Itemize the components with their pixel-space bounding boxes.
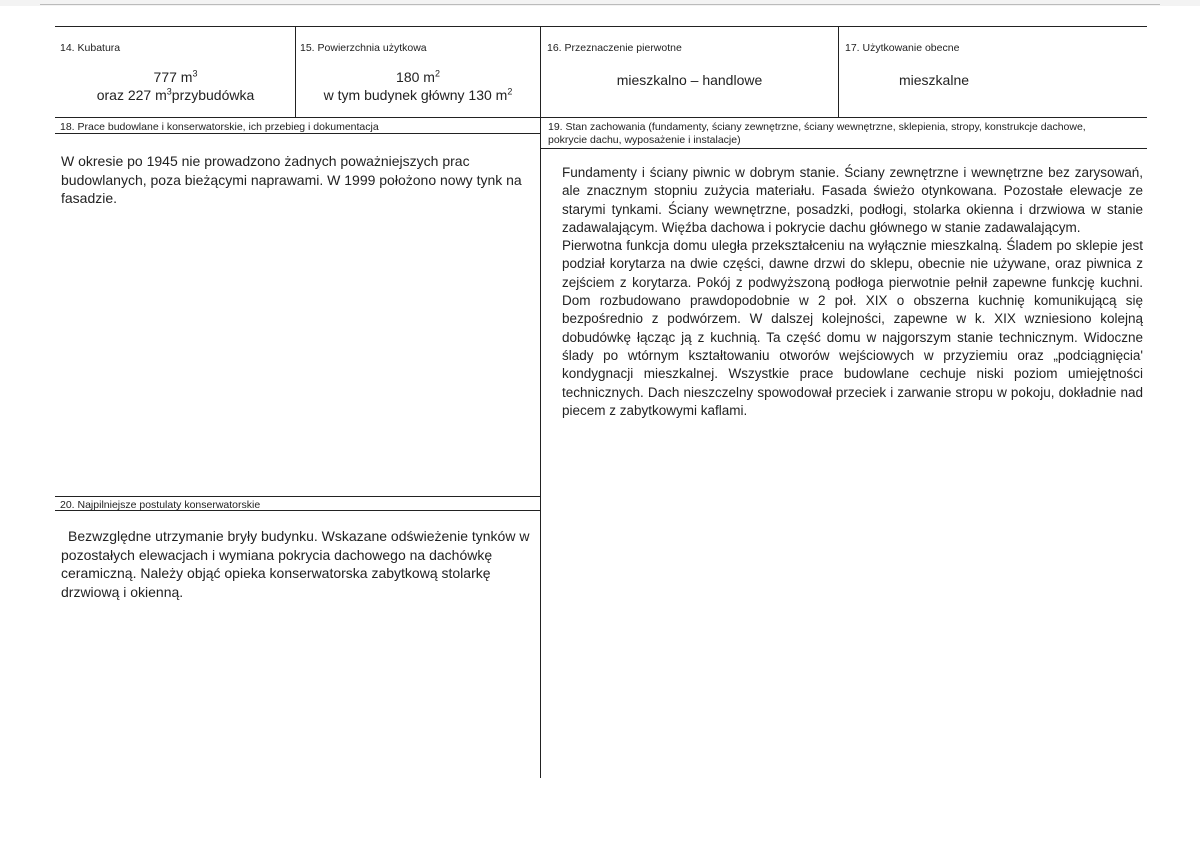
field-19-label: 19. Stan zachowania (fundamenty, ściany zewnętrzne, ściany wewnętrzne, sklepienia, stropy, konstrukcje dachowe, pokrycie dachu, wyposażenie i instalacje) <box>548 121 1086 146</box>
field-19-text <box>562 164 1143 420</box>
field-16-label: 16. Przeznaczenie pierwotne <box>547 42 682 54</box>
field-14-label: 14. Kubatura <box>60 42 121 54</box>
section18-label-border <box>55 133 540 134</box>
field-16-value: mieszkalno – handlowe <box>616 72 763 88</box>
field-14-value <box>56 68 295 104</box>
field-19-paragraph-2: Pierwotna funkcja domu uległa przekształceniu na wyłącznie mieszkalną. Śladem po sklepie jest podział korytarza na dwie części, dawne drzwi do sklepu, obecnie nie używane, oraz piwnica z zejściem z korytarza. Pokój z podwyższoną podłoga pierwotnie pełnił zapewne funkcję kuchni. Dom rozbudowano prawdopodobnie w 2 poł. XIX o obszerna kuchnię komunikującą się bezpośrednio z podwórzem. W dalszej kolejności, zapewne w k. XIX wzniesiono kolejną dobudówkę łącząc ją z kuchnią. Ta część domu w najgorszym stanie technicznym. Widoczne ślady po wtórnym kształtowaniu otworów wejściowych w przyziemiu oraz „podciągnięcia' kondygnacji mieszkalnej. Wszystkie prace budowlane cechuje niski poziom umiejętności technicznych. Dach nieszczelny spowodował przeciek i zarwanie stropu w pokoju, dokładnie nad piecem z zabytkowymi kaflami. <box>562 238 1143 418</box>
field-19-paragraph-1: Fundamenty i ściany piwnic w dobrym stanie. Ściany zewnętrzne i wewnętrzne bez zarysowań, ale znacznym stopniu zużycia materiału. Fasada świeżo otynkowana. Pozostałe elewacje ze starymi tynkami. Ściany wewnętrzne, posadzki, podłogi, stolarka okienna i drzwiowa w stanie zadawalającym. Więźba dachowa i pokrycie dachu głównego w stanie zadawalającym. <box>562 165 1143 235</box>
field-14-line2: oraz 227 $m^3przybudówka$ <box>96 86 255 103</box>
scan-edge <box>0 0 1200 6</box>
field-20-text: Bezwzględne utrzymanie bryły budynku. Wskazane odświeżenie tynków w pozostałych elewacjach i wymiana pokrycia dachowego na dachówkę ceramiczną. Należy objąć opieka konserwatorska zabytkową stolarkę drzwiową i okienną. <box>61 528 530 600</box>
section19-label-border <box>541 148 1147 149</box>
field-15-line2: w tym budynek główny 130 $m^2$ <box>323 86 513 103</box>
field-18-text: W okresie po 1945 nie prowadzono żadnych poważniejszych prac budowlanych, poza bieżącymi naprawami. W 1999 położono nowy tynk na fasadzie. <box>61 153 522 206</box>
field-15-label: 15. Powierzchnia użytkowa <box>300 42 427 54</box>
field-14-line1: 777 $m^3$ <box>153 68 198 85</box>
row2-split-border <box>55 496 540 497</box>
row1-bottom-border <box>55 117 1147 118</box>
scan-edge-line <box>40 4 1160 5</box>
field-15-line1: 180 $m^2$ <box>396 68 440 85</box>
col-divider-2 <box>540 26 541 778</box>
field-17-label: 17. Użytkowanie obecne <box>845 42 960 54</box>
field-17-value: mieszkalne <box>898 72 970 88</box>
field-15-value <box>296 68 540 104</box>
table-top-border <box>55 26 1147 27</box>
field-20-label: 20. Najpilniejsze postulaty konserwatorskie <box>60 499 261 511</box>
field-18-label: 18. Prace budowlane i konserwatorskie, ich przebieg i dokumentacja <box>60 121 379 133</box>
